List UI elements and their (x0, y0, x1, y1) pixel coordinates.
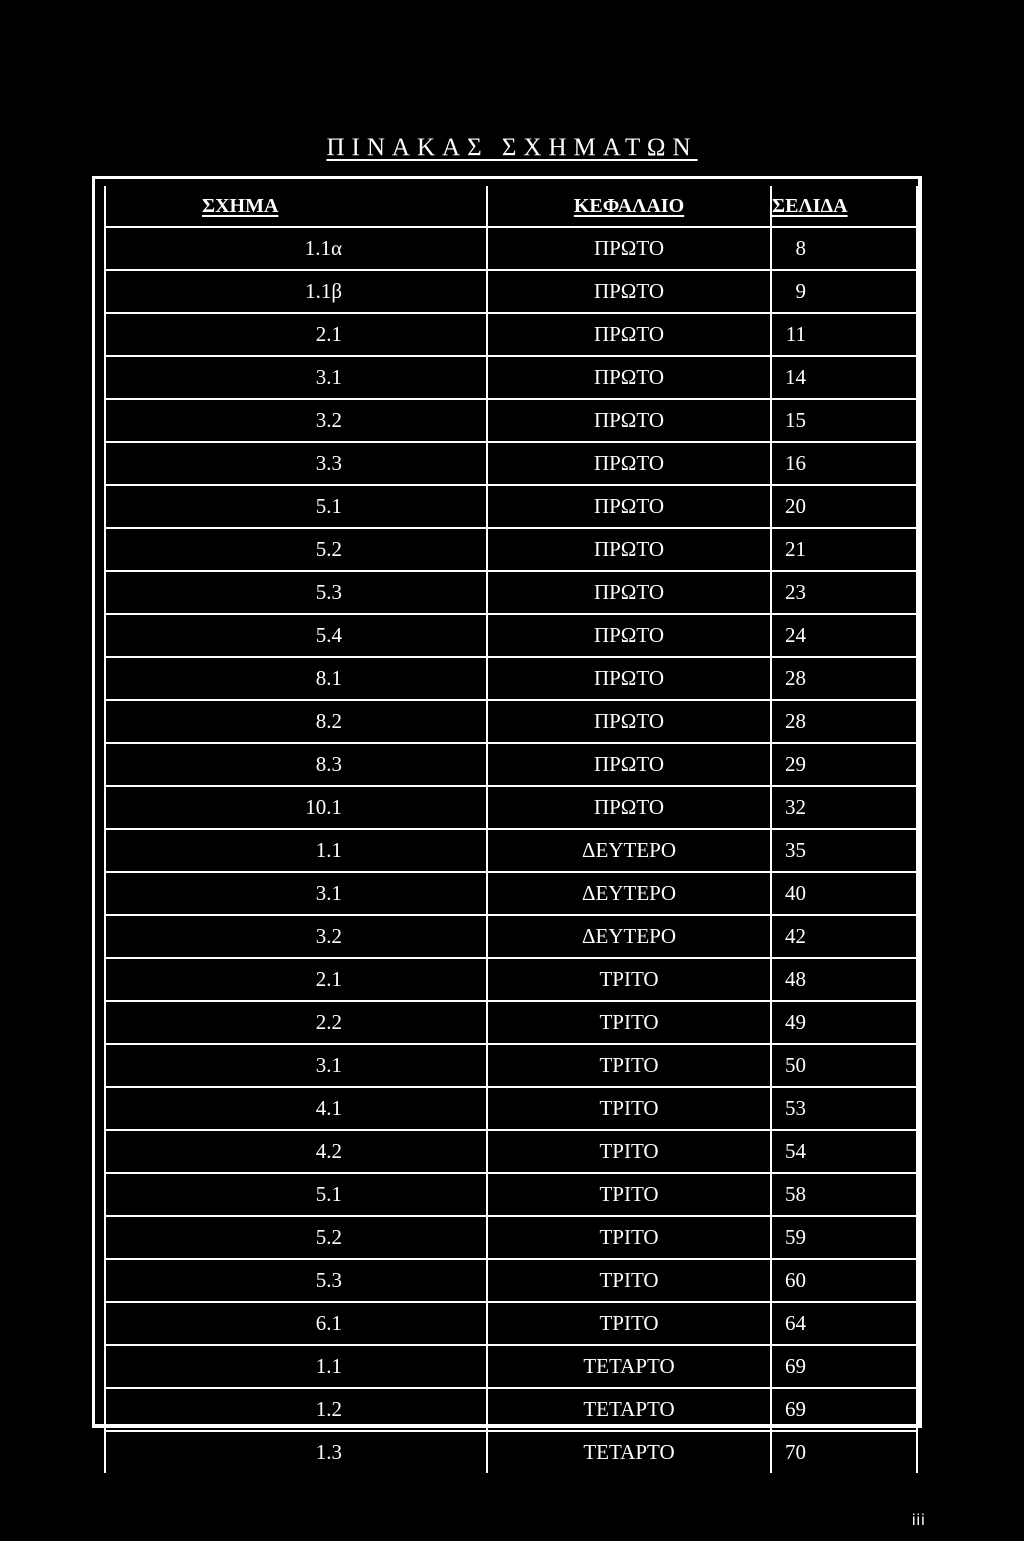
cell-chapter: ΠΡΩΤΟ (487, 614, 771, 657)
cell-page: 9 (771, 270, 917, 313)
cell-chapter: ΠΡΩΤΟ (487, 786, 771, 829)
cell-chapter: ΠΡΩΤΟ (487, 227, 771, 270)
cell-figure: 8.3 (105, 743, 487, 786)
cell-figure: 5.2 (105, 1216, 487, 1259)
page-title: ΠΙΝΑΚΑΣ ΣΧΗΜΑΤΩΝ (326, 134, 698, 161)
cell-chapter: ΔΕΥΤΕΡΟ (487, 915, 771, 958)
cell-page: 15 (771, 399, 917, 442)
cell-chapter: ΠΡΩΤΟ (487, 743, 771, 786)
cell-page: 60 (771, 1259, 917, 1302)
cell-figure: 4.1 (105, 1087, 487, 1130)
table-row (105, 1044, 917, 1087)
table-row (105, 1345, 917, 1388)
cell-figure: 5.1 (105, 485, 487, 528)
cell-chapter: ΤΡΙΤΟ (487, 1130, 771, 1173)
cell-figure: 1.1 (105, 829, 487, 872)
cell-figure: 1.1α (105, 227, 487, 270)
cell-figure: 5.3 (105, 1259, 487, 1302)
cell-page: 58 (771, 1173, 917, 1216)
cell-figure: 5.2 (105, 528, 487, 571)
cell-figure: 8.1 (105, 657, 487, 700)
table-row (105, 657, 917, 700)
cell-figure: 3.1 (105, 872, 487, 915)
table-row (105, 1001, 917, 1044)
table-row (105, 1216, 917, 1259)
cell-figure: 1.3 (105, 1431, 487, 1473)
cell-page: 28 (771, 657, 917, 700)
table-row (105, 442, 917, 485)
table-row (105, 614, 917, 657)
table-row (105, 829, 917, 872)
cell-figure: 2.1 (105, 313, 487, 356)
cell-figure: 2.1 (105, 958, 487, 1001)
table-body (105, 227, 917, 1473)
table-row (105, 356, 917, 399)
table-row (105, 1173, 917, 1216)
cell-chapter: ΤΡΙΤΟ (487, 1259, 771, 1302)
table-row (105, 1302, 917, 1345)
cell-chapter: ΤΕΤΑΡΤΟ (487, 1388, 771, 1431)
cell-figure: 6.1 (105, 1302, 487, 1345)
cell-chapter: ΠΡΩΤΟ (487, 270, 771, 313)
cell-page: 50 (771, 1044, 917, 1087)
table-row (105, 872, 917, 915)
cell-page: 28 (771, 700, 917, 743)
table-row (105, 1259, 917, 1302)
cell-page: 32 (771, 786, 917, 829)
cell-page: 24 (771, 614, 917, 657)
cell-page: 21 (771, 528, 917, 571)
cell-chapter: ΤΡΙΤΟ (487, 958, 771, 1001)
cell-page: 48 (771, 958, 917, 1001)
cell-figure: 3.3 (105, 442, 487, 485)
cell-chapter: ΠΡΩΤΟ (487, 313, 771, 356)
cell-page: 70 (771, 1431, 917, 1473)
table-row (105, 1388, 917, 1431)
cell-chapter: ΤΕΤΑΡΤΟ (487, 1431, 771, 1473)
cell-figure: 5.1 (105, 1173, 487, 1216)
cell-figure: 3.2 (105, 915, 487, 958)
cell-chapter: ΠΡΩΤΟ (487, 485, 771, 528)
cell-chapter: ΤΡΙΤΟ (487, 1173, 771, 1216)
cell-chapter: ΤΡΙΤΟ (487, 1087, 771, 1130)
cell-figure: 3.1 (105, 1044, 487, 1087)
cell-figure: 3.1 (105, 356, 487, 399)
cell-page: 59 (771, 1216, 917, 1259)
cell-page: 53 (771, 1087, 917, 1130)
cell-chapter: ΠΡΩΤΟ (487, 442, 771, 485)
cell-page: 35 (771, 829, 917, 872)
cell-figure: 3.2 (105, 399, 487, 442)
cell-chapter: ΠΡΩΤΟ (487, 356, 771, 399)
table-row (105, 786, 917, 829)
cell-page: 49 (771, 1001, 917, 1044)
cell-page: 14 (771, 356, 917, 399)
cell-figure: 1.1 (105, 1345, 487, 1388)
cell-figure: 2.2 (105, 1001, 487, 1044)
cell-page: 29 (771, 743, 917, 786)
cell-page: 42 (771, 915, 917, 958)
table-row (105, 227, 917, 270)
cell-chapter: ΤΡΙΤΟ (487, 1216, 771, 1259)
header-chapter: ΚΕΦΑΛΑΙΟ (487, 186, 771, 227)
cell-chapter: ΤΕΤΑΡΤΟ (487, 1345, 771, 1388)
cell-chapter: ΔΕΥΤΕΡΟ (487, 829, 771, 872)
header-figure: ΣΧΗΜΑ (105, 186, 487, 227)
cell-page: 54 (771, 1130, 917, 1173)
cell-page: 69 (771, 1388, 917, 1431)
cell-chapter: ΤΡΙΤΟ (487, 1044, 771, 1087)
cell-chapter: ΠΡΩΤΟ (487, 399, 771, 442)
cell-figure: 1.2 (105, 1388, 487, 1431)
table-row (105, 1087, 917, 1130)
cell-figure: 10.1 (105, 786, 487, 829)
cell-page: 11 (771, 313, 917, 356)
page-number: iii (912, 1512, 926, 1529)
table-row (105, 700, 917, 743)
figures-table (104, 186, 918, 1473)
table-row (105, 1130, 917, 1173)
cell-figure: 5.4 (105, 614, 487, 657)
cell-figure: 5.3 (105, 571, 487, 614)
cell-figure: 8.2 (105, 700, 487, 743)
header-page: ΣΕΛΙΔΑ (772, 194, 848, 217)
table-row (105, 485, 917, 528)
table-row (105, 270, 917, 313)
cell-chapter: ΠΡΩΤΟ (487, 700, 771, 743)
table-row (105, 313, 917, 356)
cell-chapter: ΠΡΩΤΟ (487, 571, 771, 614)
table-row (105, 571, 917, 614)
cell-page: 16 (771, 442, 917, 485)
cell-figure: 1.1β (105, 270, 487, 313)
table-row (105, 915, 917, 958)
table-row (105, 528, 917, 571)
cell-chapter: ΔΕΥΤΕΡΟ (487, 872, 771, 915)
table-row (105, 743, 917, 786)
cell-page: 69 (771, 1345, 917, 1388)
cell-page: 40 (771, 872, 917, 915)
cell-chapter: ΤΡΙΤΟ (487, 1302, 771, 1345)
table-row (105, 399, 917, 442)
cell-chapter: ΠΡΩΤΟ (487, 657, 771, 700)
table-header-row (105, 186, 917, 227)
table-row (105, 1431, 917, 1473)
cell-chapter: ΠΡΩΤΟ (487, 528, 771, 571)
cell-page: 23 (771, 571, 917, 614)
cell-page: 64 (771, 1302, 917, 1345)
table-row (105, 958, 917, 1001)
cell-page: 8 (771, 227, 917, 270)
cell-figure: 4.2 (105, 1130, 487, 1173)
cell-chapter: ΤΡΙΤΟ (487, 1001, 771, 1044)
cell-page: 20 (771, 485, 917, 528)
